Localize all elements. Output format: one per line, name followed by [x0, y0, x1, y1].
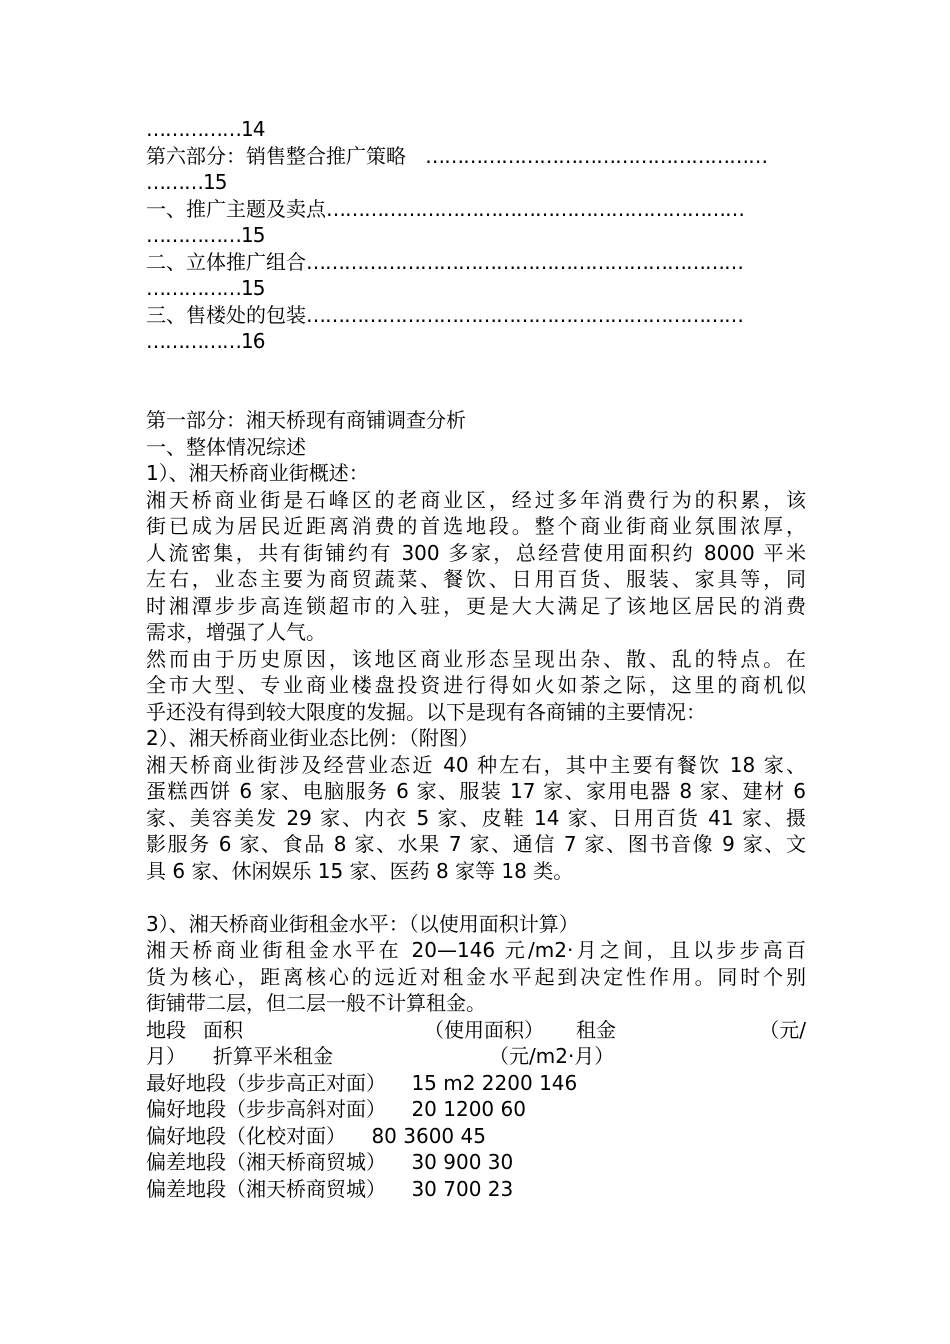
- toc-entry-continuation: ……………15: [146, 276, 265, 300]
- part-heading: 第一部分：湘天桥现有商铺调查分析: [146, 408, 466, 432]
- table-of-contents: [146, 116, 806, 355]
- rent-table-row: [146, 1070, 806, 1097]
- text-line: 需求，增强了人气。: [146, 620, 326, 644]
- text-line: 影服务 6 家、食品 8 家、水果 7 家、通信 7 家、图书音像 9 家、文: [146, 832, 806, 856]
- header-cell: 月）: [146, 1044, 186, 1068]
- toc-entry[interactable]: [146, 302, 806, 329]
- row-values: 15 m2 2200 146: [411, 1070, 578, 1095]
- text-line: 湘天桥商业街租金水平在 20—146 元/m2·月之间，且以步步高百: [146, 938, 806, 962]
- row-values: 30 900 30: [411, 1150, 514, 1174]
- row-label: 偏好地段（化校对面）: [146, 1123, 346, 1148]
- header-cell: 折算平米租金: [213, 1044, 333, 1068]
- text-line: 人流密集，共有街铺约有 300 多家，总经营使用面积约 8000 平米: [146, 540, 806, 565]
- toc-title: 二、立体推广组合: [146, 249, 306, 274]
- toc-dots: ……………………………………………………………: [306, 302, 743, 327]
- toc-title: 一、推广主题及卖点: [146, 196, 326, 221]
- rent-table-row: [146, 1123, 806, 1150]
- rent-table-row: [146, 1096, 806, 1123]
- text-line: 然而由于历史原因，该地区商业形态呈现出杂、散、乱的特点。在: [146, 646, 806, 671]
- header-cell: （元/m2·月）: [489, 1044, 615, 1068]
- subsection-heading: 3）、湘天桥商业街租金水平：（以使用面积计算）: [146, 911, 579, 936]
- toc-dots: ……………………………………………………………: [306, 249, 743, 274]
- row-label: 偏好地段（步步高斜对面）: [146, 1097, 386, 1121]
- rent-table-row: [146, 1176, 806, 1203]
- toc-dots: ………………………………………………: [425, 143, 768, 168]
- text-line: 时湘潭步步高连锁超市的入驻，更是大大满足了该地区居民的消费: [146, 593, 806, 618]
- paragraph-rent: [146, 937, 806, 1017]
- toc-entry-continuation: ……………15: [146, 223, 265, 247]
- document-body: [146, 407, 806, 1202]
- row-label: 最好地段（步步高正对面）: [146, 1070, 386, 1095]
- toc-entry-continuation: ………15: [146, 170, 227, 194]
- text-line: 蛋糕西饼 6 家、电脑服务 6 家、服装 17 家、家用电器 8 家、建材 6: [146, 779, 806, 803]
- text-line: 街已成为居民近距离消费的首选地段。整个商业街商业氛围浓厚，: [146, 514, 806, 538]
- header-cell: （使用面积）: [424, 1017, 544, 1042]
- row-label: 偏差地段（湘天桥商贸城）: [146, 1150, 386, 1174]
- section-heading: 一、整体情况综述: [146, 434, 306, 459]
- blank-line: [146, 884, 806, 911]
- header-cell: 租金: [576, 1017, 616, 1042]
- rent-table-header: [146, 1017, 806, 1044]
- rent-table-header: [146, 1043, 806, 1070]
- text-line: 街铺带二层，但二层一般不计算租金。: [146, 991, 486, 1015]
- subsection-heading: 2）、湘天桥商业街业态比例：（附图）: [146, 726, 479, 750]
- toc-entry[interactable]: [146, 249, 806, 276]
- text-line: 湘天桥商业街涉及经营业态近 40 种左右，其中主要有餐饮 18 家、: [146, 752, 806, 777]
- text-line: 左右，业态主要为商贸蔬菜、餐饮、日用百货、服装、家具等，同: [146, 567, 806, 591]
- toc-entry[interactable]: [146, 143, 806, 170]
- row-values: 30 700 23: [411, 1176, 514, 1201]
- toc-title: 第六部分：销售整合推广策略: [146, 143, 406, 168]
- header-cell: 地段: [146, 1017, 186, 1042]
- toc-entry[interactable]: ……………14: [146, 117, 265, 141]
- toc-title: 三、售楼处的包装: [146, 302, 306, 327]
- row-values: 80 3600 45: [371, 1123, 486, 1148]
- rent-table-row: [146, 1149, 806, 1176]
- toc-entry[interactable]: [146, 196, 806, 223]
- row-label: 偏差地段（湘天桥商贸城）: [146, 1176, 386, 1201]
- row-values: 20 1200 60: [411, 1097, 526, 1121]
- header-cell: （元/: [759, 1017, 806, 1042]
- toc-entry-continuation: ……………16: [146, 329, 265, 353]
- text-line: 全市大型、专业商业楼盘投资进行得如火如荼之际，这里的商机似: [146, 673, 806, 697]
- text-line: 货为核心，距离核心的远近对租金水平起到决定性作用。同时个别: [146, 964, 806, 989]
- subsection-heading: 1）、湘天桥商业街概述：: [146, 461, 369, 485]
- header-cell: 面积: [203, 1017, 243, 1042]
- toc-dots: …………………………………………………………: [326, 196, 744, 221]
- text-line: 乎还没有得到较大限度的发掘。以下是现有各商铺的主要情况：: [146, 699, 706, 724]
- paragraph-history: [146, 646, 806, 726]
- text-line: 湘天桥商业街是石峰区的老商业区，经过多年消费行为的积累，该: [146, 487, 806, 512]
- text-line: 具 6 家、休闲娱乐 15 家、医药 8 家等 18 类。: [146, 858, 574, 883]
- paragraph-overview: [146, 487, 806, 646]
- paragraph-business-types: [146, 752, 806, 885]
- text-line: 家、美容美发 29 家、内衣 5 家、皮鞋 14 家、日用百货 41 家、摄: [146, 805, 806, 830]
